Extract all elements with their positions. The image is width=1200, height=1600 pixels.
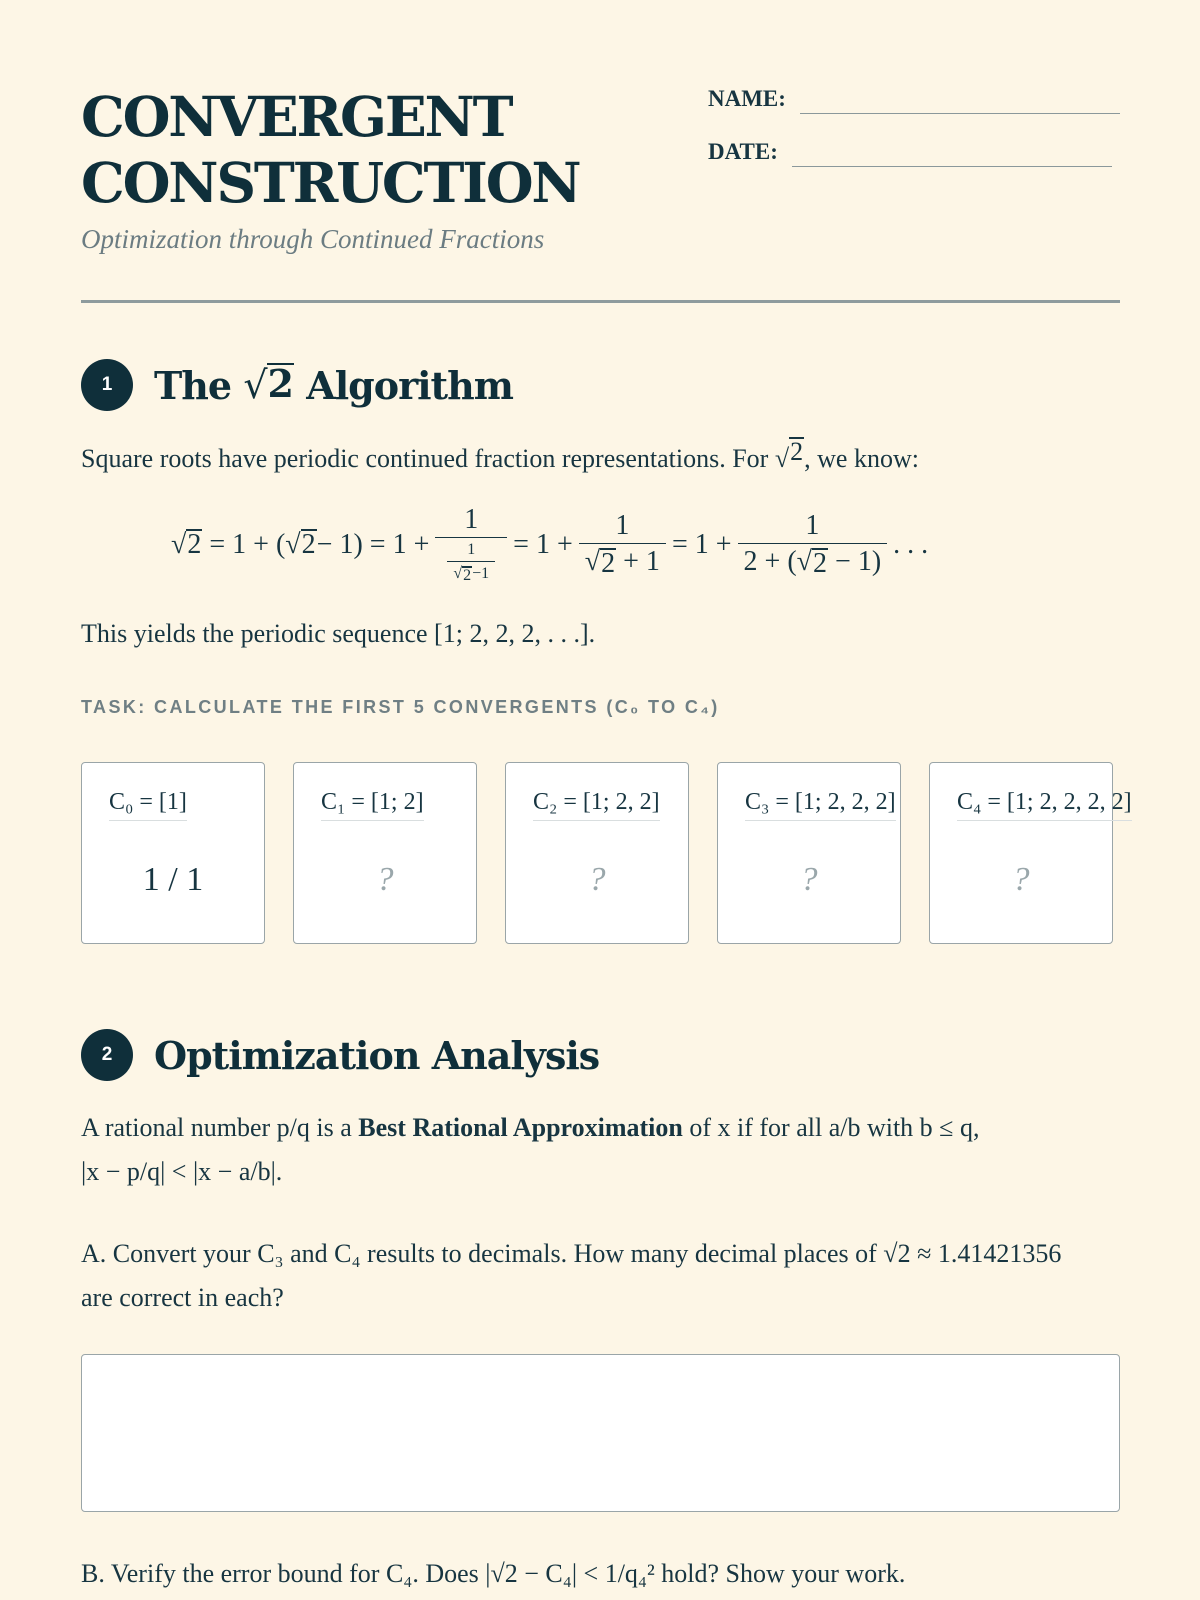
section-2-header [81,1029,599,1081]
section-1-intro [81,437,1120,481]
section-1-number-badge: 1 [81,359,133,411]
header-divider [81,300,1120,303]
convergent-answer-placeholder: ? [800,861,818,898]
convergent-label: C₃ = [1; 2, 2, 2] [745,789,896,821]
convergent-answer-placeholder: ? [376,861,394,898]
question-a [81,1232,1120,1320]
intro-text-post: , we know: [804,444,919,473]
convergent-card-c3[interactable] [717,762,901,944]
question-a-line-1: A. Convert your C₃ and C₄ results to decimals. How many decimal places of √2 ≈ 1.41421356 [81,1239,1062,1268]
convergent-label: C₁ = [1; 2] [321,789,424,821]
convergent-label: C₂ = [1; 2, 2] [533,789,660,821]
title-line-2: CONSTRUCTION [81,150,580,215]
convergent-cards [81,762,1132,944]
section-1-title-pre: The [154,362,232,408]
sqrt-symbol: √ 2 [243,361,293,407]
convergent-label: C₀ = [1] [109,789,187,821]
question-a-line-2: are correct in each? [81,1283,284,1312]
intro-text-pre: Square roots have periodic continued fraction representations. For [81,444,769,473]
title-line-1: CONVERGENT [81,84,512,149]
section-1-title-post: Algorithm [306,362,513,408]
name-input-line[interactable] [800,89,1120,114]
section-2-title: Optimization Analysis [154,1032,600,1078]
task-label: TASK: CALCULATE THE FIRST 5 CONVERGENTS (C₀ TO C₄) [81,697,720,717]
worksheet-page [81,0,1132,1600]
section-1-header [81,359,513,411]
question-a-answer-box[interactable] [81,1354,1120,1512]
sequence-statement: This yields the periodic sequence [1; 2, 2, 2, . . .]. [81,619,596,648]
page-subtitle: Optimization through Continued Fractions [81,224,545,254]
section-1-title-radicand: 2 [267,361,293,406]
date-label: DATE: [708,139,778,164]
name-label: NAME: [708,86,786,111]
definition-term: Best Rational Approximation [358,1113,683,1142]
convergent-answer-placeholder: ? [588,861,606,898]
definition-text-post: of x if for all a/b with b ≤ q, [689,1113,980,1142]
convergent-answer: 1 / 1 [142,861,204,898]
section-1-title [154,363,513,408]
name-field-row [708,84,1120,114]
section-2-number-badge: 2 [81,1029,133,1081]
continued-fraction-equation: √ 2 = 1 + ( √ 2 − 1) = 1 + 1 1 √ 2 −1 = 1 + 1 √ 2 + 1 = 1 + 1 2 + ( √ 2 − 1) . . . [171,504,929,584]
intro-sqrt-symbol: √ 2 [774,437,804,473]
convergent-answer-placeholder: ? [1012,861,1030,898]
question-b: B. Verify the error bound for C₄. Does |√2 − C₄| < 1/q₄² hold? Show your work. [81,1559,906,1588]
intro-radicand: 2 [790,437,804,466]
convergent-card-c4[interactable] [929,762,1132,944]
definition-text-pre: A rational number p/q is a [81,1113,352,1142]
convergent-card-c2[interactable] [505,762,689,944]
date-input-line[interactable] [792,142,1112,167]
convergent-card-c1[interactable] [293,762,477,944]
best-approximation-definition [81,1106,1120,1194]
date-field-row [708,137,1112,167]
convergent-card-c0[interactable] [81,762,265,944]
definition-inequality: |x − p/q| < |x − a/b|. [81,1157,283,1186]
page-title [81,84,580,216]
convergent-label: C₄ = [1; 2, 2, 2, 2] [957,789,1132,821]
